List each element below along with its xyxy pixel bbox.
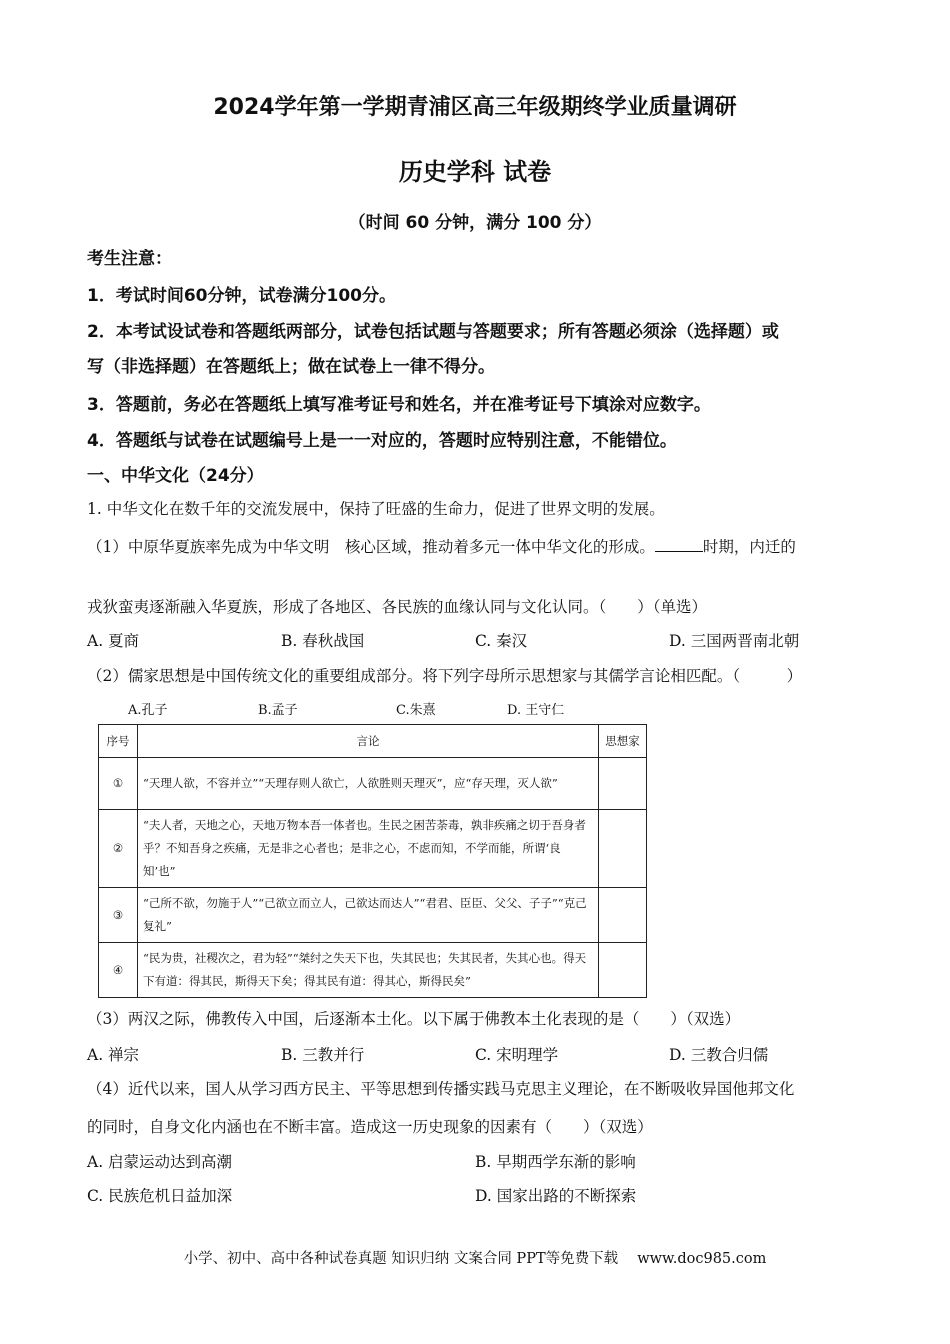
header-num: 序号 xyxy=(99,725,138,758)
table-row xyxy=(99,943,647,998)
q2-text: （2）儒家思想是中国传统文化的重要组成部分。将下列字母所示思想家与其儒学言论相匹配。（ ） xyxy=(87,667,803,685)
thinker-b: B.孟子 xyxy=(258,703,298,718)
exam-time-info: （时间 60 分钟，满分 100 分） xyxy=(348,213,602,233)
row-quote: “夫人者，天地之心，天地万物本吾一体者也。生民之困苦荼毒，孰非疾痛之切于吾身者乎？不知吾身之疾痛，无是非之心者也；是非之心，不虑而知，不学而能，所谓‘良知’也” xyxy=(138,810,599,888)
row-num: ③ xyxy=(99,888,138,943)
thinker-c: C.朱熹 xyxy=(396,703,436,718)
question-intro: 1. 中华文化在数千年的交流发展中，保持了旺盛的生命力，促进了世界文明的发展。 xyxy=(87,500,665,518)
notice-item-3: 3．答题前，务必在答题纸上填写准考证号和姓名，并在准考证号下填涂对应数字。 xyxy=(87,395,711,415)
q1-line1-b: 时期，内迁的 xyxy=(702,538,796,556)
q1-line1-a: （1）中原华夏族率先成为中华文明 核心区域，推动着多元一体中华文化的形成。 xyxy=(87,538,655,556)
thinker-a: A.孔子 xyxy=(128,703,168,718)
table-header-row xyxy=(99,725,647,758)
notice-item-1: 1．考试时间60分钟，试卷满分100分。 xyxy=(87,286,396,306)
q3-option-d: D. 三教合归儒 xyxy=(669,1046,769,1064)
notice-item-2-cont: 写（非选择题）在答题纸上；做在试卷上一律不得分。 xyxy=(87,357,495,377)
q1-option-b: B. 春秋战国 xyxy=(281,632,365,650)
table-row xyxy=(99,888,647,943)
exam-title: 2024学年第一学期青浦区高三年级期终学业质量调研 xyxy=(213,95,737,120)
q1-line1 xyxy=(87,535,796,557)
q3-option-c: C. 宋明理学 xyxy=(475,1046,559,1064)
row-quote: “民为贵，社稷次之，君为轻”“桀纣之失天下也，失其民也；失其民者，失其心也。得天下有道：得其民，斯得天下矣；得其民有道：得其心，斯得民矣” xyxy=(138,943,599,998)
answer-blank xyxy=(655,537,703,552)
q4-line1: （4）近代以来，国人从学习西方民主、平等思想到传播实践马克思主义理论，在不断吸收异国他邦文化 xyxy=(87,1080,795,1098)
row-quote: “天理人欲，不容并立”“天理存则人欲亡，人欲胜则天理灭”，应“存天理，灭人欲” xyxy=(138,758,599,810)
q3-option-b: B. 三教并行 xyxy=(281,1046,365,1064)
q4-option-b: B. 早期西学东渐的影响 xyxy=(475,1153,636,1171)
q4-line2: 的同时，自身文化内涵也在不断丰富。造成这一历史现象的因素有（ ）（双选） xyxy=(87,1118,653,1136)
row-num: ① xyxy=(99,758,138,810)
q1-option-a: A. 夏商 xyxy=(87,632,140,650)
row-num: ④ xyxy=(99,943,138,998)
header-thinker: 思想家 xyxy=(599,725,647,758)
notice-item-4: 4．答题纸与试卷在试题编号上是一一对应的，答题时应特别注意，不能错位。 xyxy=(87,431,677,451)
section-heading: 一、中华文化（24分） xyxy=(87,466,264,486)
header-quote: 言论 xyxy=(138,725,599,758)
q1-option-d: D. 三国两晋南北朝 xyxy=(669,632,800,650)
row-quote: “己所不欲，勿施于人”“己欲立而立人，己欲达而达人”“君君、臣臣、父父、子子”“克己复礼” xyxy=(138,888,599,943)
q4-option-c: C. 民族危机日益加深 xyxy=(87,1187,233,1205)
q1-line2: 戎狄蛮夷逐渐融入华夏族，形成了各地区、各民族的血缘认同与文化认同。（ ）（单选） xyxy=(87,598,708,616)
q3-text: （3）两汉之际，佛教传入中国，后逐渐本土化。以下属于佛教本土化表现的是（ ）（双选） xyxy=(87,1010,741,1028)
q4-option-a: A. 启蒙运动达到高潮 xyxy=(87,1153,233,1171)
page-footer: 小学、初中、高中各种试卷真题 知识归纳 文案合同 PPT等免费下载 www.doc985.com xyxy=(183,1251,767,1267)
q1-option-c: C. 秦汉 xyxy=(475,632,528,650)
row-answer-cell[interactable] xyxy=(599,810,647,888)
q3-option-a: A. 禅宗 xyxy=(87,1046,140,1064)
table-row xyxy=(99,758,647,810)
notice-item-2: 2．本考试设试卷和答题纸两部分，试卷包括试题与答题要求；所有答题必须涂（选择题）或 xyxy=(87,322,779,342)
thinker-d: D. 王守仁 xyxy=(507,703,565,718)
q4-option-d: D. 国家出路的不断探索 xyxy=(475,1187,637,1205)
quotes-table xyxy=(98,724,647,998)
table-row xyxy=(99,810,647,888)
notice-heading: 考生注意： xyxy=(87,249,172,269)
exam-subtitle: 历史学科 试卷 xyxy=(398,158,552,186)
row-num: ② xyxy=(99,810,138,888)
row-answer-cell[interactable] xyxy=(599,943,647,998)
row-answer-cell[interactable] xyxy=(599,758,647,810)
row-answer-cell[interactable] xyxy=(599,888,647,943)
